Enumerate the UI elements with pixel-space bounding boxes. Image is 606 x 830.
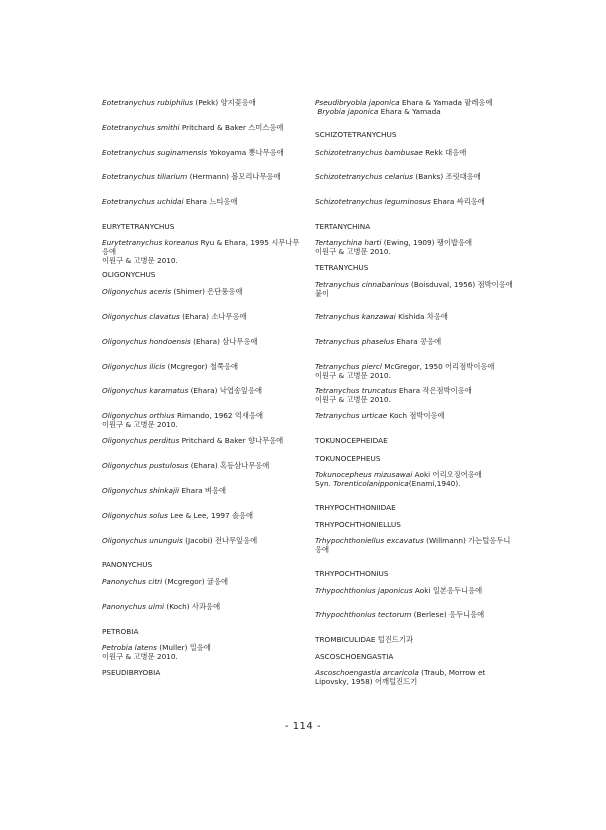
species-entry bbox=[315, 238, 515, 256]
species-details-line2: Lipovsky, 1958) 어깨털진드기 bbox=[315, 677, 418, 686]
species-name: Oligonychus solus bbox=[102, 511, 168, 520]
species-name: Oligonychus aceris bbox=[102, 287, 172, 296]
species-details: (Hermann) 볼모리나무응애 bbox=[187, 172, 281, 181]
species-name: Tetranychus cinnabarinus bbox=[315, 280, 409, 289]
species-entry bbox=[102, 536, 302, 545]
species-entry bbox=[102, 238, 302, 265]
species-name: Oligonychus karamatus bbox=[102, 386, 189, 395]
species-entry bbox=[315, 98, 515, 116]
species-details: (Pekk) 양지꽃응애 bbox=[193, 98, 256, 107]
genus-heading: TERTANYCHINA bbox=[315, 222, 371, 231]
species-entry bbox=[102, 123, 302, 132]
species-name: Ascoschoengastia arcaricola bbox=[315, 668, 419, 677]
species-entry bbox=[102, 98, 302, 107]
species-details: Kishida 차응애 bbox=[395, 312, 448, 321]
species-details: McGregor, 1950 어리점박이응애 bbox=[381, 362, 495, 371]
species-name: Eurytetranychus koreanus bbox=[102, 238, 199, 247]
species-entry bbox=[102, 312, 302, 321]
species-details: Ehara 작은점박이응애 bbox=[396, 386, 472, 395]
species-name: Schizotetranychus celarius bbox=[315, 172, 414, 181]
synonym-name: Torenticolanipponica bbox=[333, 479, 409, 488]
species-details: (Traub, Morrow et bbox=[418, 668, 486, 677]
species-details: Ehara 벼응애 bbox=[179, 486, 227, 495]
species-details: Ryu & Ehara, 1995 시무나무 bbox=[198, 238, 300, 247]
species-details: (Willmann) 가는털응두니 bbox=[423, 536, 511, 545]
species-name: Eotetranychus smithi bbox=[102, 123, 180, 132]
species-entry bbox=[102, 461, 302, 470]
species-details-line2: 붙이 bbox=[315, 289, 330, 298]
page-number: - 114 - bbox=[284, 721, 322, 732]
species-entry bbox=[315, 536, 515, 554]
species-entry bbox=[315, 312, 515, 321]
species-details-line2: 이원구 & 고병문 2010. bbox=[102, 652, 178, 661]
species-details: Aoki 일본응두니응애 bbox=[412, 586, 483, 595]
genus-heading: TRHYPOCHTHONIELLUS bbox=[315, 520, 401, 529]
synonym-line bbox=[315, 479, 515, 488]
species-name: Trhypochthonius japonicus bbox=[315, 586, 413, 595]
species-name: Tertanychina harti bbox=[315, 238, 382, 247]
species-name: Schizotetranychus leguminosus bbox=[315, 197, 431, 206]
species-name: Panonychus citri bbox=[102, 577, 163, 586]
species-entry bbox=[315, 197, 515, 206]
species-details: (Mcgregor) 귤응애 bbox=[162, 577, 229, 586]
species-details: (Shimer) 은단풍응애 bbox=[171, 287, 243, 296]
species-name: Panonychus ulmi bbox=[102, 602, 165, 611]
species-details: (Muller) 밀응애 bbox=[156, 643, 211, 652]
species-details: Ehara 느티응애 bbox=[183, 197, 238, 206]
family-heading: TROMBICULIDAE 털진드기과 bbox=[315, 635, 414, 644]
synonym-prefix: Syn. bbox=[315, 479, 334, 488]
synonym-details: (Enami,1940). bbox=[408, 479, 461, 488]
species-details-line2: 이원구 & 고병문 2010. bbox=[315, 247, 391, 256]
species-name: Trhypochthonius tectorum bbox=[315, 610, 412, 619]
species-details: (Mcgregor) 철쭉응애 bbox=[165, 362, 239, 371]
genus-heading: TOKUNOCEPHEUS bbox=[315, 454, 381, 463]
species-entry bbox=[315, 668, 515, 686]
species-details: Lee & Lee, 1997 솔응애 bbox=[167, 511, 254, 520]
species-details: Ehara 싸리응애 bbox=[430, 197, 485, 206]
species-details-line2: 응애 bbox=[315, 545, 330, 554]
species-entry bbox=[102, 411, 302, 429]
species-entry bbox=[102, 577, 302, 586]
species-entry bbox=[102, 362, 302, 371]
genus-heading: ASCOSCHOENGASTIA bbox=[315, 652, 394, 661]
species-entry bbox=[102, 337, 302, 346]
species-entry bbox=[315, 386, 515, 404]
genus-heading: SCHIZOTETRANYCHUS bbox=[315, 130, 397, 139]
species-name: Tetranychus urticae bbox=[315, 411, 388, 420]
species-name: Trhypochthoniellus excavatus bbox=[315, 536, 424, 545]
species-entry bbox=[315, 470, 515, 488]
family-heading: TRHYPOCHTHONIIDAE bbox=[315, 503, 396, 512]
species-details: Rimando, 1962 억새응애 bbox=[174, 411, 264, 420]
genus-heading: OLIGONYCHUS bbox=[102, 270, 156, 279]
species-details-line2: 이원구 & 고병문 2010. bbox=[315, 371, 391, 380]
species-details: (Ehara) 삼나무응애 bbox=[190, 337, 258, 346]
species-name: Oligonychus orthius bbox=[102, 411, 175, 420]
species-entry bbox=[102, 436, 302, 445]
species-entry bbox=[315, 337, 515, 346]
synonym-details: Ehara & Yamada bbox=[378, 107, 441, 116]
species-details: (Koch) 사과응애 bbox=[164, 602, 221, 611]
species-name: Oligonychus hondoensis bbox=[102, 337, 191, 346]
species-name: Schizotetranychus bambusae bbox=[315, 148, 423, 157]
genus-heading: PSEUDIBRYOBIA bbox=[102, 668, 161, 677]
species-name: Tetranychus kanzawai bbox=[315, 312, 396, 321]
species-details: Ehara 콩응애 bbox=[394, 337, 442, 346]
genus-heading: PANONYCHUS bbox=[102, 560, 153, 569]
species-details: Rekk 대응애 bbox=[422, 148, 467, 157]
species-name: Tokunocepheus mizusawai bbox=[315, 470, 413, 479]
species-name: Tetranychus truncatus bbox=[315, 386, 397, 395]
species-entry bbox=[315, 172, 515, 181]
species-entry bbox=[315, 280, 515, 298]
species-details-line3: 이원구 & 고병문 2010. bbox=[102, 256, 178, 265]
genus-heading: TRHYPOCHTHONIUS bbox=[315, 569, 389, 578]
species-details: (Jacobi) 전나무잎응애 bbox=[182, 536, 258, 545]
species-details-line2: 이원구 & 고병문 2010. bbox=[102, 420, 178, 429]
synonym-name: Bryobia japonica bbox=[317, 107, 379, 116]
species-entry bbox=[102, 172, 302, 181]
species-name: Oligonychus pustulosus bbox=[102, 461, 189, 470]
species-entry bbox=[315, 362, 515, 380]
genus-heading: PETROBIA bbox=[102, 627, 139, 636]
family-heading: TOKUNOCEPHEIDAE bbox=[315, 436, 388, 445]
species-name: Tetranychus phaselus bbox=[315, 337, 395, 346]
species-details-line2: 이원구 & 고병문 2010. bbox=[315, 395, 391, 404]
species-details: (Ehara) 혹등삼나무응애 bbox=[188, 461, 270, 470]
genus-heading: EURYTETRANYCHUS bbox=[102, 222, 175, 231]
species-entry bbox=[102, 386, 302, 395]
species-name: Oligonychus perditus bbox=[102, 436, 180, 445]
species-details: (Berlese) 응두니응애 bbox=[411, 610, 485, 619]
species-details: (Ehara) 소나무응애 bbox=[179, 312, 247, 321]
species-details: (Banks) 조릿대응애 bbox=[413, 172, 481, 181]
genus-heading: TETRANYCHUS bbox=[315, 263, 369, 272]
species-entry bbox=[315, 148, 515, 157]
species-name: Eotetranychus tiliarium bbox=[102, 172, 188, 181]
species-entry bbox=[102, 148, 302, 157]
species-details: Ehara & Yamada 팥레응애 bbox=[399, 98, 493, 107]
species-details: Aoki 어리오징어응애 bbox=[412, 470, 482, 479]
species-name: Oligonychus clavatus bbox=[102, 312, 180, 321]
species-name: Tetranychus piercl bbox=[315, 362, 382, 371]
species-entry bbox=[102, 511, 302, 520]
species-name: Eotetranychus rubiphilus bbox=[102, 98, 194, 107]
species-name: Oligonychus ilicis bbox=[102, 362, 166, 371]
species-entry bbox=[315, 586, 515, 595]
species-name: Eotetranychus suginamensis bbox=[102, 148, 208, 157]
synonym-line bbox=[315, 107, 515, 116]
species-name: Oligonychus ununguis bbox=[102, 536, 183, 545]
species-entry bbox=[315, 411, 515, 420]
species-entry bbox=[102, 197, 302, 206]
species-entry bbox=[102, 643, 302, 661]
species-name: Pseudibryobia japonica bbox=[315, 98, 400, 107]
species-entry bbox=[102, 602, 302, 611]
species-name: Petrobia latens bbox=[102, 643, 157, 652]
species-details: (Ewing, 1909) 팽이밥응애 bbox=[381, 238, 473, 247]
species-details: (Boisduval, 1956) 점박이응애 bbox=[408, 280, 513, 289]
species-name: Eotetranychus uchidai bbox=[102, 197, 184, 206]
species-details: Yokoyama 뽕나무응애 bbox=[207, 148, 284, 157]
species-details: (Ehara) 낙엽송잎응애 bbox=[188, 386, 263, 395]
species-entry bbox=[102, 486, 302, 495]
species-details: Pritchard & Baker 스미스응애 bbox=[179, 123, 284, 132]
species-entry bbox=[102, 287, 302, 296]
species-details: Pritchard & Baker 향나무응애 bbox=[179, 436, 284, 445]
species-details: Koch 점박이응애 bbox=[387, 411, 445, 420]
species-details-line2: 응애 bbox=[102, 247, 117, 256]
species-entry bbox=[315, 610, 515, 619]
species-name: Oligonychus shinkajii bbox=[102, 486, 180, 495]
